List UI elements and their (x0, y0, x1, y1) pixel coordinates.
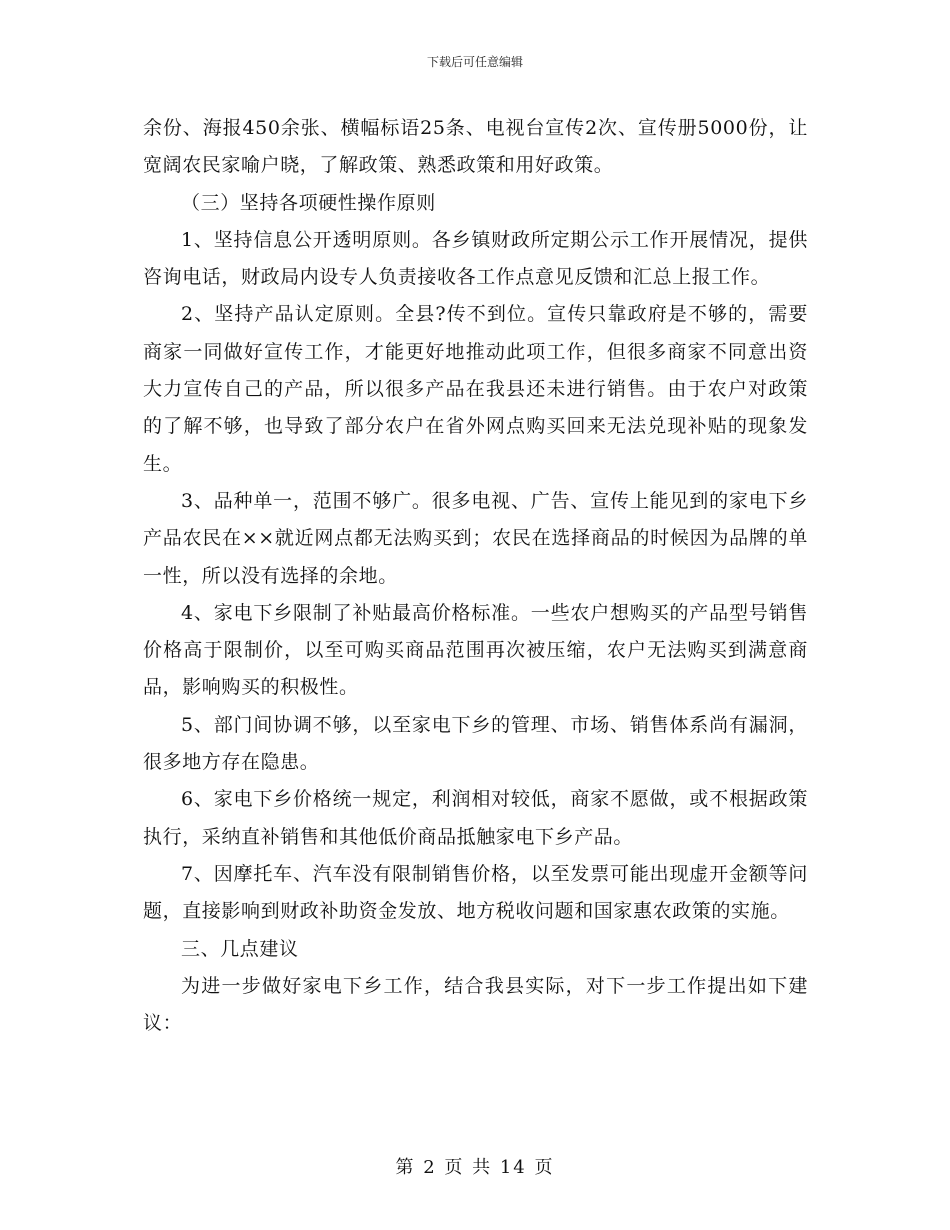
page-footer: 第 2 页 共 14 页 (395, 1157, 555, 1178)
section-heading-3: （三）坚持各项硬性操作原则 (181, 191, 436, 214)
page-header: 下载后可任意编辑 (426, 55, 523, 69)
paragraph-item-2: 2、坚持产品认定原则。全县?传不到位。宣传只靠政府是不够的，需要商家一同做好宣传工作，才能更好地推动此项工作，但很多商家不同意出资大力宣传自己的产品，所以很多产品在我县还未进行销售。由于农户对政策的了解不够，也导致了部分农户在省外网点购买回来无法兑现补贴的现象发生。 (143, 303, 808, 475)
paragraph-item-3: 3、品种单一，范围不够广。很多电视、广告、宣传上能见到的家电下乡产品农民在××就近网点都无法购买到；农民在选择商品的时候因为品牌的单一性，所以没有选择的余地。 (143, 489, 808, 587)
paragraph-item-7: 7、因摩托车、汽车没有限制销售价格，以至发票可能出现虚开金额等问题，直接影响到财政补助资金发放、地方税收问题和国家惠农政策的实施。 (143, 862, 808, 923)
paragraph-item-1: 1、坚持信息公开透明原则。各乡镇财政所定期公示工作开展情况，提供咨询电话，财政局内设专人负责接收各工作点意见反馈和汇总上报工作。 (143, 228, 808, 289)
body-text (143, 110, 808, 1042)
paragraph-item-4: 4、家电下乡限制了补贴最高价格标准。一些农户想购买的产品型号销售价格高于限制价，以至可购买商品范围再次被压缩，农户无法购买到满意商品，影响购买的积极性。 (143, 601, 808, 699)
section-heading-suggestions: 三、几点建议 (181, 937, 299, 960)
paragraph-item-6: 6、家电下乡价格统一规定，利润相对较低，商家不愿做，或不根据政策执行，采纳直补销售和其他低价商品抵触家电下乡产品。 (143, 788, 808, 848)
paragraph-suggestions-intro: 为进一步做好家电下乡工作，结合我县实际，对下一步工作提出如下建议： (143, 974, 808, 1035)
paragraph-1: 余份、海报450余张、横幅标语25条、电视台宣传2次、宣传册5000份，让宽阔农民家喻户晓，了解政策、熟悉政策和用好政策。 (143, 117, 808, 177)
paragraph-item-5: 5、部门间协调不够，以至家电下乡的管理、市场、销售体系尚有漏洞，很多地方存在隐患。 (143, 713, 808, 774)
